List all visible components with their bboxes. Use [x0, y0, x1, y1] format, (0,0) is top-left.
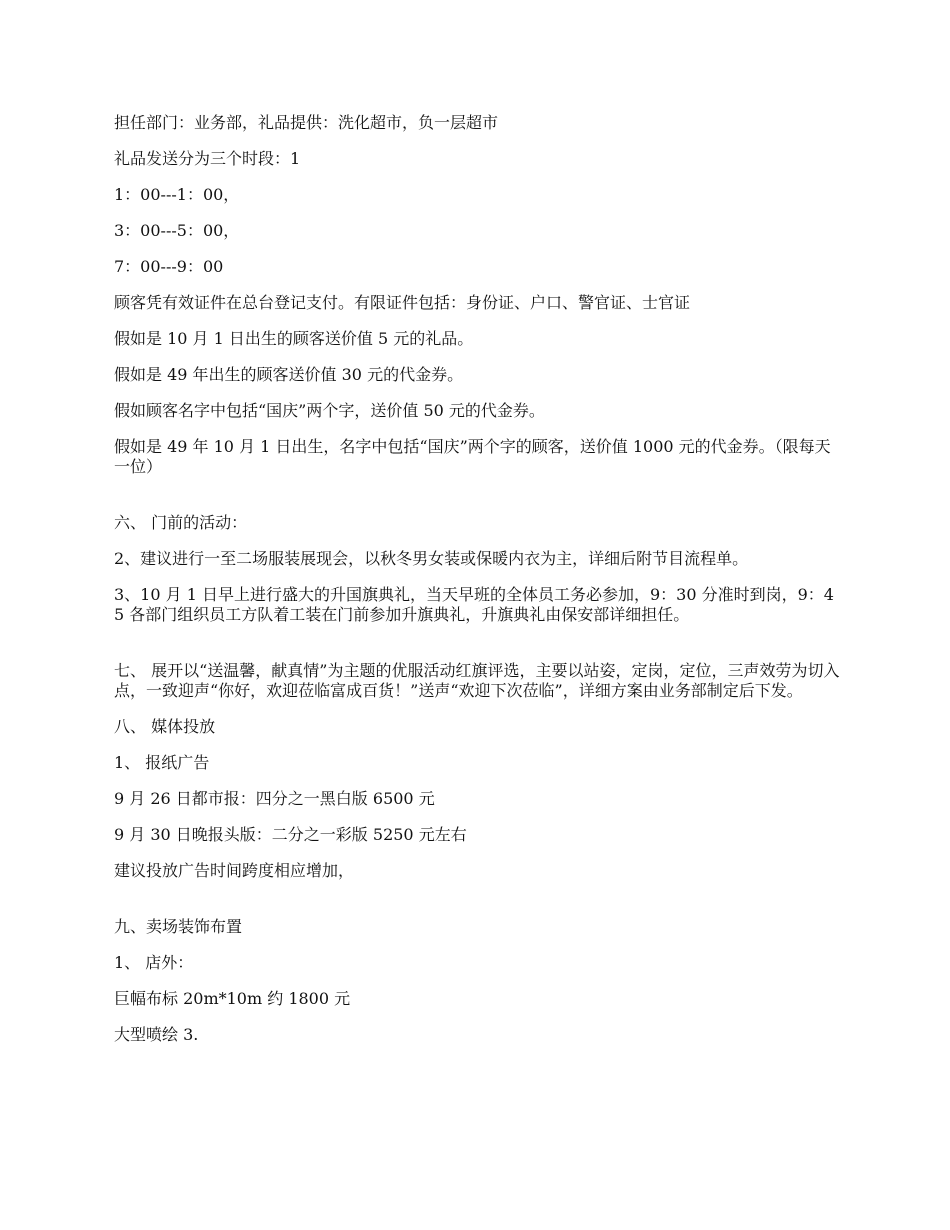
paragraph-id-documents: 顾客凭有效证件在总台登记支付。有限证件包括：身份证、户口、警官证、士官证	[114, 293, 691, 312]
paragraph-time-3: 7：00---9：00	[114, 257, 224, 276]
paragraph-newspaper-ads: 1、 报纸广告	[114, 753, 210, 772]
spacer	[114, 641, 840, 661]
paragraph-grand-gift: 假如是 49 年 10 月 1 日出生，名字中包括“国庆”两个字的顾客，送价值 1000 元的代金券。（限每天一位）	[114, 437, 831, 476]
paragraph-time-2: 3：00---5：00，	[114, 221, 240, 240]
paragraph-birth-year-gift: 假如是 49 年出生的顾客送价值 30 元的代金券。	[114, 365, 464, 384]
paragraph-ad-suggestion: 建议投放广告时间跨度相应增加，	[114, 861, 355, 880]
paragraph-outdoor: 1、 店外：	[114, 953, 194, 972]
paragraph-name-gift: 假如顾客名字中包括“国庆”两个字，送价值 50 元的代金券。	[114, 401, 545, 420]
section-heading-seven: 七、 展开以“送温馨，献真情”为主题的优服活动红旗评选，主要以站姿，定岗，定位，三声效劳为切入点，一致迎声“你好，欢迎莅临富成百货！”送声“欢迎下次莅临”，详细方案由业务部制定后下发。	[114, 661, 840, 700]
section-heading-six: 六、 门前的活动：	[114, 513, 248, 532]
paragraph-birthday-gift: 假如是 10 月 1 日出生的顾客送价值 5 元的礼品。	[114, 329, 474, 348]
paragraph-time-1: 1：00---1：00，	[114, 185, 240, 204]
paragraph-spray-painting: 大型喷绘 3.	[114, 1025, 199, 1044]
section-heading-nine: 九、卖场装饰布置	[114, 917, 243, 936]
paragraph-ad-0926: 9 月 26 日都市报：四分之一黑白版 6500 元	[114, 789, 435, 808]
paragraph-banner: 巨幅布标 20m*10m 约 1800 元	[114, 989, 351, 1008]
section-heading-eight: 八、 媒体投放	[114, 717, 216, 736]
paragraph-fashion-show: 2、建议进行一至二场服装展现会，以秋冬男女装或保暖内衣为主，详细后附节目流程单。	[114, 549, 749, 568]
paragraph-department: 担任部门：业务部，礼品提供：洗化超市，负一层超市	[114, 113, 499, 132]
paragraph-ad-0930: 9 月 30 日晚报头版：二分之一彩版 5250 元左右	[114, 825, 467, 844]
spacer	[114, 897, 840, 917]
spacer	[114, 493, 840, 513]
paragraph-gift-periods: 礼品发送分为三个时段：1	[114, 149, 301, 168]
paragraph-flag-ceremony: 3、10 月 1 日早上进行盛大的升国旗典礼，当天早班的全体员工务必参加，9：30 分准时到岗，9：45 各部门组织员工方队着工装在门前参加升旗典礼，升旗典礼由保安部详细担任。	[114, 585, 834, 624]
document-body	[114, 113, 840, 1061]
